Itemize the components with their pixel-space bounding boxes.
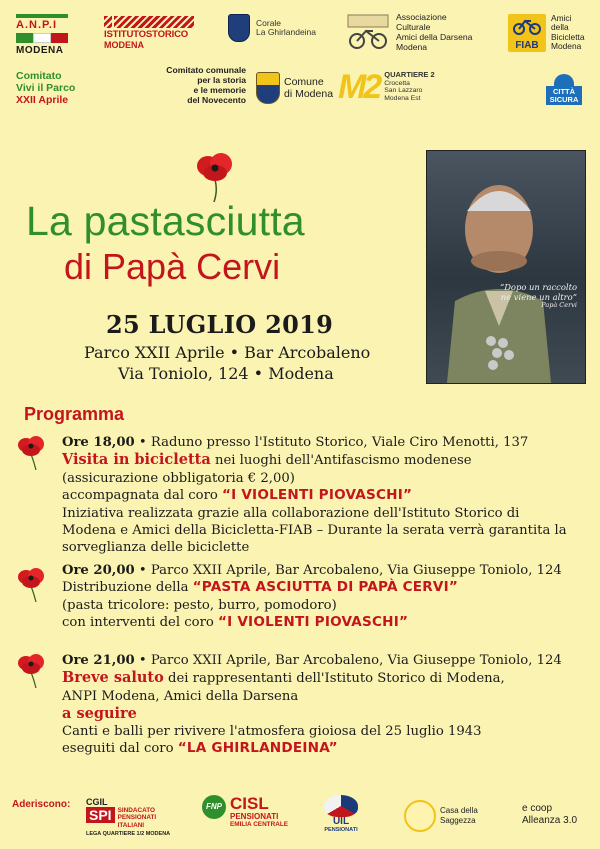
cisl-line2: EMILIA CENTRALE [230, 821, 288, 828]
casa-saggezza-line2: Saggezza [440, 816, 476, 825]
program-item-3-highlight: Breve saluto [62, 669, 164, 687]
comune-line1: Comune [284, 75, 324, 88]
uil-logo [318, 795, 364, 833]
event-place-line2: Via Toniolo, 124 • Modena [118, 364, 334, 383]
istituto-storico-name: ISTITUTOSTORICO [104, 29, 189, 40]
program-item-2-highlight: “PASTA ASCIUTTA DI PAPÀ CERVI” [192, 579, 459, 596]
program-item-1-time: Ore 18,00 [62, 435, 135, 450]
papa-cervi-portrait [426, 150, 586, 384]
program-item-2-poppy-icon [14, 566, 48, 602]
program-item-1-highlight-rest: nei luoghi dell'Antifascismo modenese [210, 453, 472, 469]
uil-swirl-icon [324, 795, 358, 817]
program-item-1-line6: Modena e Amici della Bicicletta-FIAB – Durante la serata verrà garantita la [62, 523, 567, 539]
program-item-3-highlight2: a seguire [62, 705, 137, 723]
corale-crest-icon [228, 14, 250, 42]
program-item-1-line4-pre: accompagnata dal coro [62, 488, 223, 504]
coop-line1: e coop [522, 803, 553, 814]
comitato-parco-line3: XXII Aprile [16, 94, 69, 107]
cgil-line4: LEGA QUARTIERE 1/2 MODENA [86, 831, 171, 837]
program-item-1-line7: sorveglianza delle biciclette [62, 540, 250, 556]
program-item-1-line5: Iniziativa realizzata grazie alla collaborazione dell'Istituto Storico di [62, 505, 520, 521]
comune-line2: di Modena [284, 88, 334, 100]
darsena-line2: Culturale [396, 21, 431, 32]
program-item-3-choir: “LA GHIRLANDEINA” [177, 740, 338, 757]
istituto-storico-logo [104, 16, 194, 50]
program-item-3-line6-pre: eseguiti dal coro [62, 741, 178, 757]
anpi-logo-city: MODENA [16, 45, 64, 57]
corale-line1: Corale [256, 17, 282, 28]
program-item-2-line4-pre: con interventi del coro [62, 615, 219, 631]
fiab-line3: Bicicletta [551, 31, 585, 42]
citta-sicura-label: CITTÀ SICURA [546, 86, 582, 105]
program-item-2 [62, 562, 582, 632]
program-item-2-time: Ore 20,00 [62, 563, 135, 578]
quartiere-line4: Modena Est [384, 95, 421, 103]
program-item-1-detail: • Raduno presso l'Istituto Storico, Viale Ciro Menotti, 137 [134, 435, 529, 450]
cgil-spi-logo [86, 797, 156, 829]
fiab-bicycle-icon [512, 17, 542, 35]
fiab-line2: della [551, 22, 569, 33]
fiab-logo [508, 14, 585, 52]
comitato-comunale-line3: e le memorie [193, 84, 246, 95]
quartiere-line3: San Lazzaro [384, 87, 423, 95]
comitato-comunale-line4: del Novecento [187, 94, 246, 105]
cgil-mark: SPI [86, 807, 115, 823]
program-item-1-poppy-icon [14, 434, 48, 470]
comune-logo [256, 72, 333, 104]
comitato-comunale-line1: Comitato comunale [166, 65, 246, 75]
event-place-line1: Parco XXII Aprile • Bar Arcobaleno [84, 343, 371, 362]
program-item-3-line5: Canti e balli per rivivere l'atmosfera gioiosa del 25 luglio 1943 [62, 723, 482, 739]
program-item-3-detail: • Parco XXII Aprile, Bar Arcobaleno, Via Giuseppe Toniolo, 124 [134, 653, 562, 668]
program-item-3-time: Ore 21,00 [62, 653, 135, 668]
program-heading: Programma [24, 404, 125, 424]
corale-line2: La Ghirlandeina [256, 27, 317, 37]
cisl-name: CISL [230, 794, 269, 813]
program-item-3-line3: ANPI Modena, Amici della Darsena [62, 688, 299, 704]
title-poppy-icon [190, 150, 240, 202]
cisl-line1: PENSIONATI [230, 812, 279, 821]
coop-label [522, 803, 577, 827]
darsena-bicycle-icon [346, 13, 390, 51]
comitato-comunale-line2: per la storia [197, 74, 246, 85]
program-item-3-highlight-rest: dei rappresentanti dell'Istituto Storico di Modena, [163, 671, 505, 687]
comune-crest-icon [256, 72, 280, 104]
title-line1: La pastasciutta [26, 198, 305, 244]
program-item-2-choir: “I VIOLENTI PIOVASCHI” [218, 614, 409, 631]
comitato-parco-logo [16, 70, 75, 106]
program-item-1-choir: “I VIOLENTI PIOVASCHI” [222, 487, 413, 504]
cgil-line2: PENSIONATI [117, 814, 157, 822]
portrait-quote-line2: ne viene un altro” [500, 291, 577, 302]
comitato-parco-line2: Vivi il Parco [16, 82, 76, 95]
quartiere-mark: M2 [338, 68, 380, 106]
program-item-2-line2-pre: Distribuzione della [62, 580, 193, 596]
uil-name: UIL [332, 816, 350, 827]
quartiere-logo [338, 70, 435, 104]
program-item-2-detail: • Parco XXII Aprile, Bar Arcobaleno, Via Giuseppe Toniolo, 124 [134, 563, 562, 578]
casa-saggezza-line1: Casa della [440, 806, 478, 816]
fiab-line1: Amici [551, 13, 572, 23]
title-line2: di Papà Cervi [64, 246, 281, 287]
footer-label: Aderiscono: [12, 799, 71, 810]
darsena-line4: Modena [396, 41, 428, 52]
event-date: 25 LUGLIO 2019 [106, 310, 334, 339]
portrait-figure-icon [427, 151, 585, 383]
program-item-1 [62, 434, 582, 557]
cgil-line3: ITALIANI [117, 821, 145, 829]
program-item-3 [62, 652, 582, 757]
comitato-parco-line1: Comitato [16, 70, 62, 82]
portrait-quote-line1: “Dopo un raccolto [499, 282, 577, 292]
fnp-cisl-logo [202, 795, 288, 828]
cgil-line1: SINDACATO [117, 807, 155, 814]
program-item-1-line3: (assicurazione obbligatoria € 2,00) [62, 470, 295, 486]
anpi-logo-name: A.N.P.I [16, 19, 58, 31]
uil-sub: PENSIONATI [324, 827, 358, 833]
portrait-quote-author: Papà Cervi [541, 301, 577, 310]
fiab-line4: Modena [551, 41, 582, 52]
cgil-top: CGIL [86, 797, 108, 807]
casa-saggezza-logo [404, 800, 478, 832]
program-item-1-highlight: Visita in bicicletta [62, 451, 211, 469]
corale-logo [228, 14, 316, 42]
comitato-comunale-logo [160, 66, 246, 106]
program-item-2-line3: (pasta tricolore: pesto, burro, pomodoro) [62, 597, 337, 613]
istituto-storico-city: MODENA [104, 39, 144, 50]
darsena-logo [346, 13, 472, 53]
fiab-label: FIAB [515, 39, 539, 51]
quartiere-line1: QUARTIERE 2 [384, 69, 435, 79]
darsena-line3: Amici della Darsena [396, 31, 473, 42]
program-item-3-poppy-icon [14, 652, 48, 688]
fnp-badge: FNP [202, 795, 226, 819]
coop-line2: Alleanza 3.0 [522, 815, 578, 826]
quartiere-line2: Crocetta [384, 79, 410, 87]
casa-saggezza-icon [404, 800, 436, 832]
anpi-logo [16, 14, 76, 56]
citta-sicura-icon [554, 74, 574, 86]
darsena-line1: Associazione [396, 12, 447, 22]
citta-sicura-logo [546, 74, 582, 105]
